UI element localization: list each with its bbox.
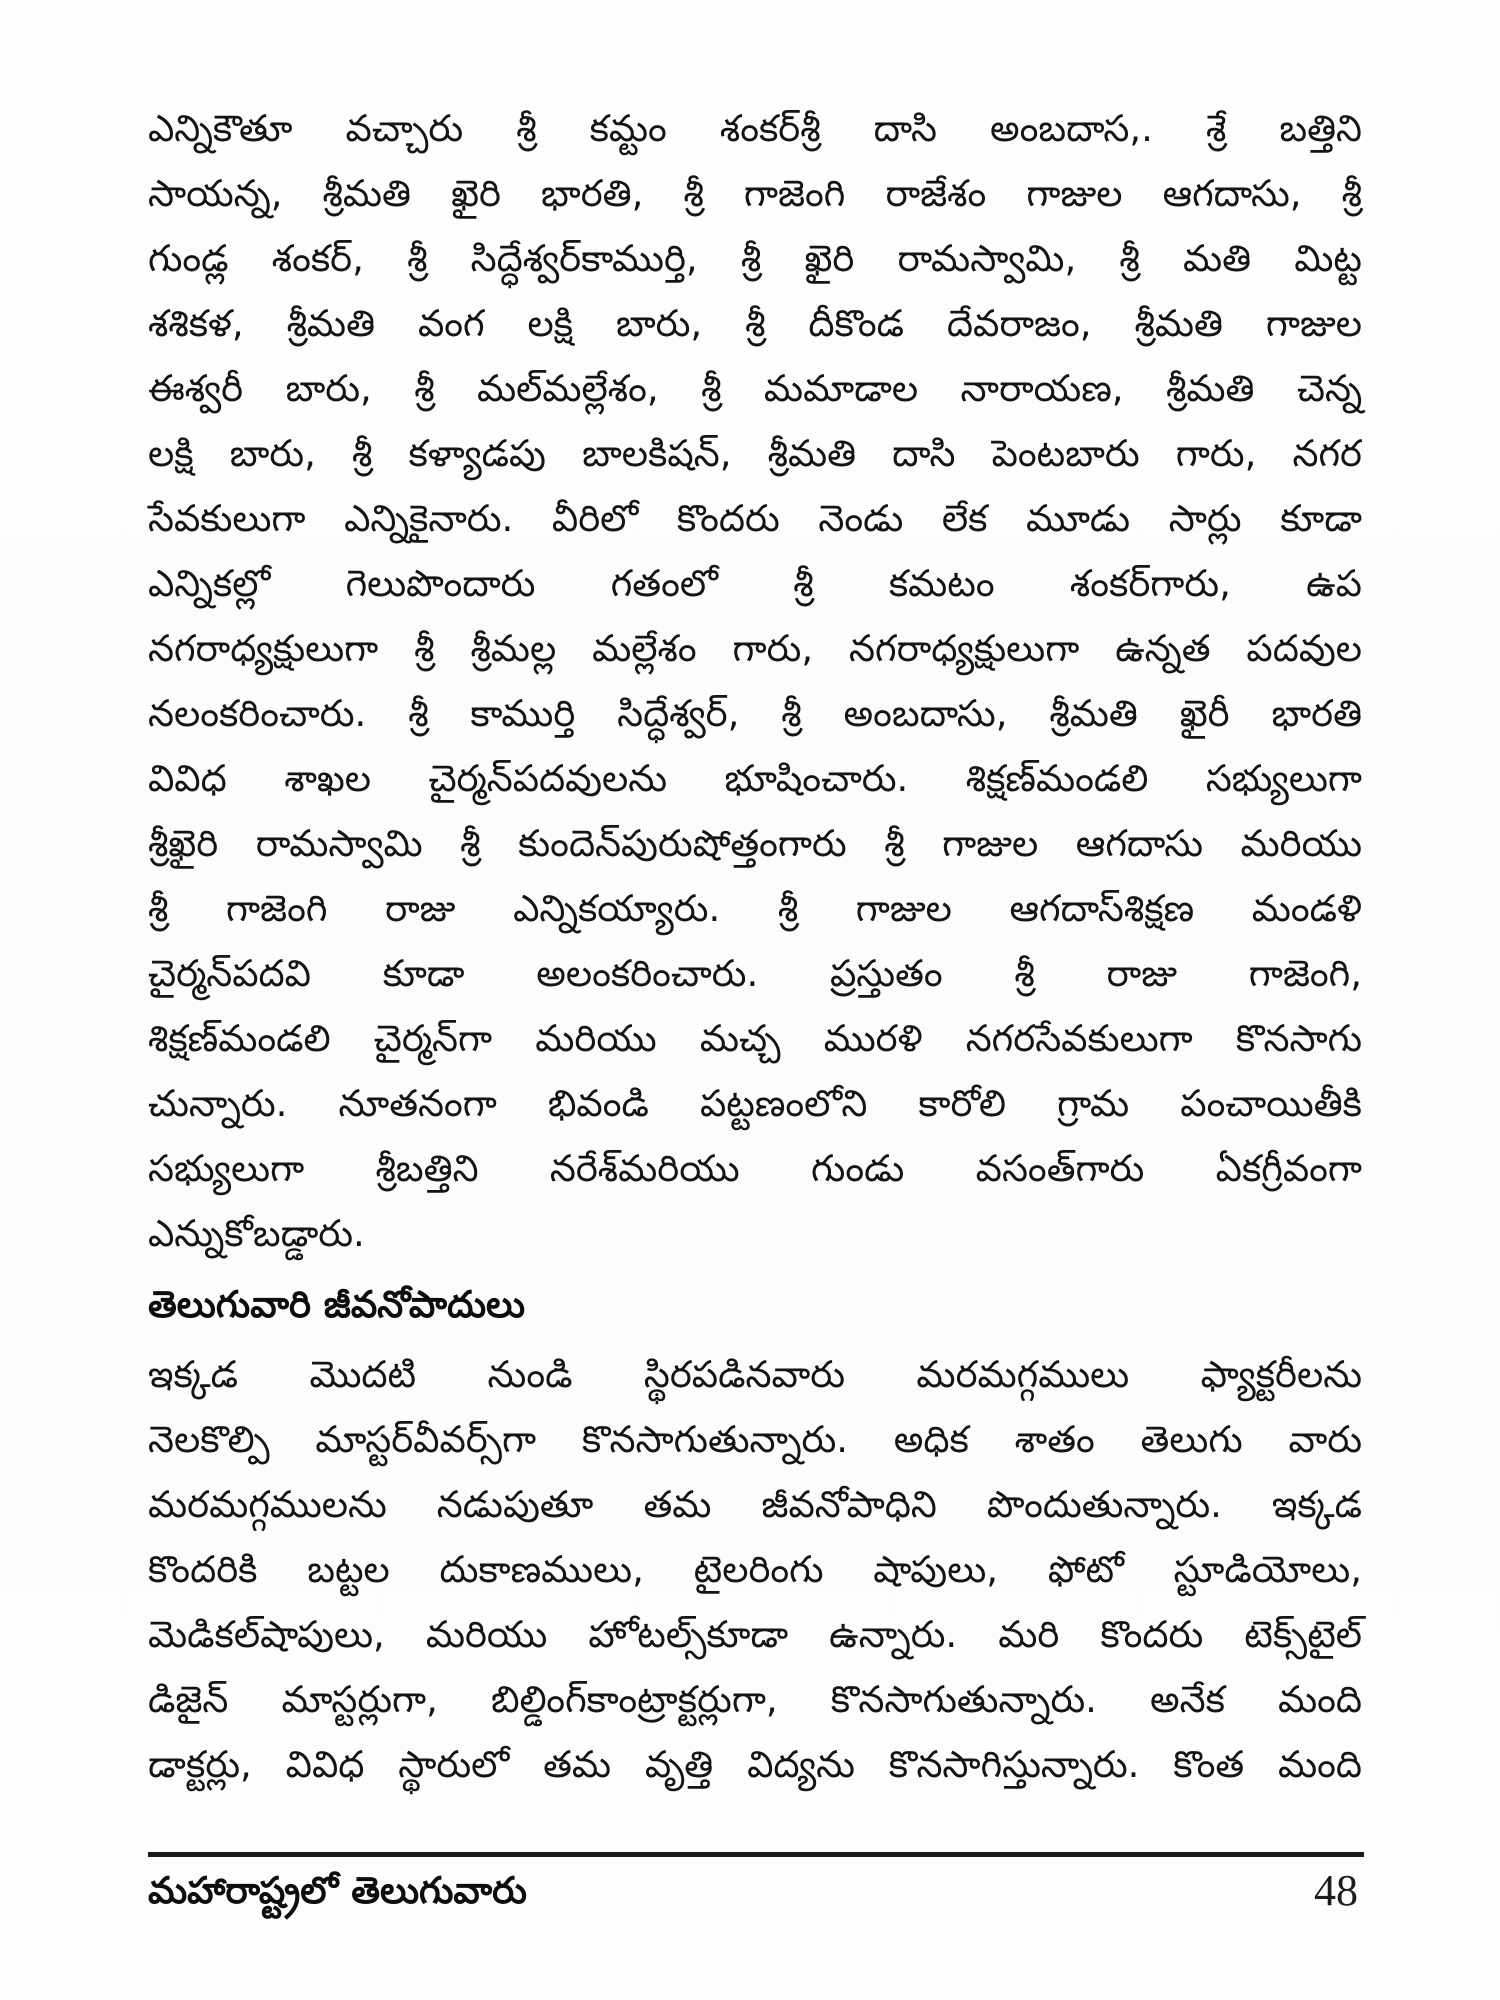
text-line: వివిధ శాఖల చైర్మన్‌పదవులను భూషించారు. శిక్షణ్‌మండలి సభ్యులుగా bbox=[148, 757, 1362, 800]
text-line: డాక్టర్లు, వివిధ స్థారులో తమ వృత్తి విద్యను కొనసాగిస్తున్నారు. కొంత మంది bbox=[148, 1743, 1362, 1786]
text-line: చున్నారు. నూతనంగా భివండి పట్టణంలోని కారోలి గ్రామ పంచాయితీకి bbox=[148, 1082, 1362, 1125]
section-heading: తెలుగువారి జీవనోపాదులు bbox=[148, 1283, 526, 1326]
paragraph-livelihoods bbox=[148, 1342, 1362, 1797]
footer-book-title: మహారాష్ట్రలో తెలుగువారు bbox=[148, 1869, 527, 1912]
text-line: ఎన్నికల్లో గెలుపొందారు గతంలో శ్రీ కమటం శంకర్‌గారు, ఉప bbox=[148, 562, 1362, 605]
text-line: గుండ్ల శంకర్, శ్రీ సిద్ధేశ్వర్‌కాముర్తి, శ్రీ ఖైరి రామస్వామి, శ్రీ మతి మిట్ట bbox=[148, 237, 1362, 280]
text-line: నగరాధ్యక్షులుగా శ్రీ శ్రీమల్ల మల్లేశం గారు, నగరాధ్యక్షులుగా ఉన్నత పదవుల bbox=[148, 627, 1362, 670]
text-line: శ్రీ గాజెంగి రాజు ఎన్నికయ్యారు. శ్రీ గాజుల ఆగదాస్‌శిక్షణ మండళి bbox=[148, 887, 1362, 930]
text-line: సభ్యులుగా శ్రీబత్తిని నరేశ్‌మరియు గుండు వసంత్‌గారు ఏకగ్రీవంగా bbox=[148, 1147, 1362, 1190]
text-line: ఈశ్వరీ బారు, శ్రీ మల్‌మల్లేశం, శ్రీ మమాడాల నారాయణ, శ్రీమతి చెన్న bbox=[148, 367, 1362, 410]
text-line: సాయన్న, శ్రీమతి ఖైరి భారతి, శ్రీ గాజెంగి రాజేశం గాజుల ఆగదాసు, శ్రీ bbox=[148, 172, 1362, 215]
text-line: మెడికల్‌షాపులు, మరియు హోటల్స్‌కూడా ఉన్నారు. మరి కొందరు టెక్స్‌టైల్ bbox=[148, 1613, 1362, 1656]
text-line: కొందరికి బట్టల దుకాణములు, టైలరింగు షాపులు, ఫోటో స్టూడియోలు, bbox=[148, 1548, 1362, 1591]
text-line: ఎన్నికౌతూ వచ్చారు శ్రీ కమ్టం శంకర్‌శ్రీ దాసి అంబదాస,. శ్రే బత్తిని bbox=[148, 107, 1362, 150]
page-footer bbox=[148, 1852, 1364, 1915]
body-text bbox=[148, 96, 1362, 1797]
text-line: నెలకొల్పి మాస్టర్‌వీవర్స్‌గా కొనసాగుతున్నారు. అధిక శాతం తెలుగు వారు bbox=[148, 1418, 1362, 1461]
text-line: డిజైన్ మాస్టర్లుగా, బిల్డింగ్‌కాంట్రాక్టర్లుగా, కొనసాగుతున్నారు. అనేక మంది bbox=[148, 1678, 1362, 1721]
text-line: ఇక్కడ మొదటి నుండి స్థిరపడినవారు మరమగ్గములు ఫ్యాక్టరీలను bbox=[148, 1353, 1362, 1396]
text-line: సేవకులుగా ఎన్నికైనారు. వీరిలో కొందరు నెండు లేక మూడు సార్లు కూడా bbox=[148, 497, 1362, 540]
paragraph-election-officials bbox=[148, 96, 1362, 1266]
text-line: శశికళ, శ్రీమతి వంగ లక్షి బారు, శ్రీ దీకొండ దేవరాజం, శ్రీమతి గాజుల bbox=[148, 302, 1362, 345]
footer-row bbox=[148, 1857, 1364, 1915]
text-line: లక్షి బారు, శ్రీ కళ్యాడపు బాలకిషన్, శ్రీమతి దాసి పెంటబారు గారు, నగర bbox=[148, 432, 1362, 475]
text-line: శ్రీఖైరి రామస్వామి శ్రీ కుందెన్‌పురుషోత్తంగారు శ్రీ గాజుల ఆగదాసు మరియు bbox=[148, 822, 1362, 865]
text-line: ఎన్నుకోబడ్డారు. bbox=[148, 1212, 365, 1255]
text-line: శిక్షణ్‌మండలి చైర్మన్‌గా మరియు మచ్చ మురళి నగరసేవకులుగా కొనసాగు bbox=[148, 1017, 1362, 1060]
page-number: 48 bbox=[1314, 1866, 1358, 1915]
text-line: మరమగ్గములను నడుపుతూ తమ జీవనోపాధిని పొందుతున్నారు. ఇక్కడ bbox=[148, 1483, 1362, 1526]
text-line: నలంకరించారు. శ్రీ కాముర్తి సిద్ధేశ్వర్, శ్రీ అంబదాసు, శ్రీమతి ఖైరీ భారతి bbox=[148, 692, 1362, 735]
text-line: చైర్మన్‌పదవి కూడా అలంకరించారు. ప్రస్తుతం శ్రీ రాజు గాజెంగి, bbox=[148, 952, 1362, 995]
